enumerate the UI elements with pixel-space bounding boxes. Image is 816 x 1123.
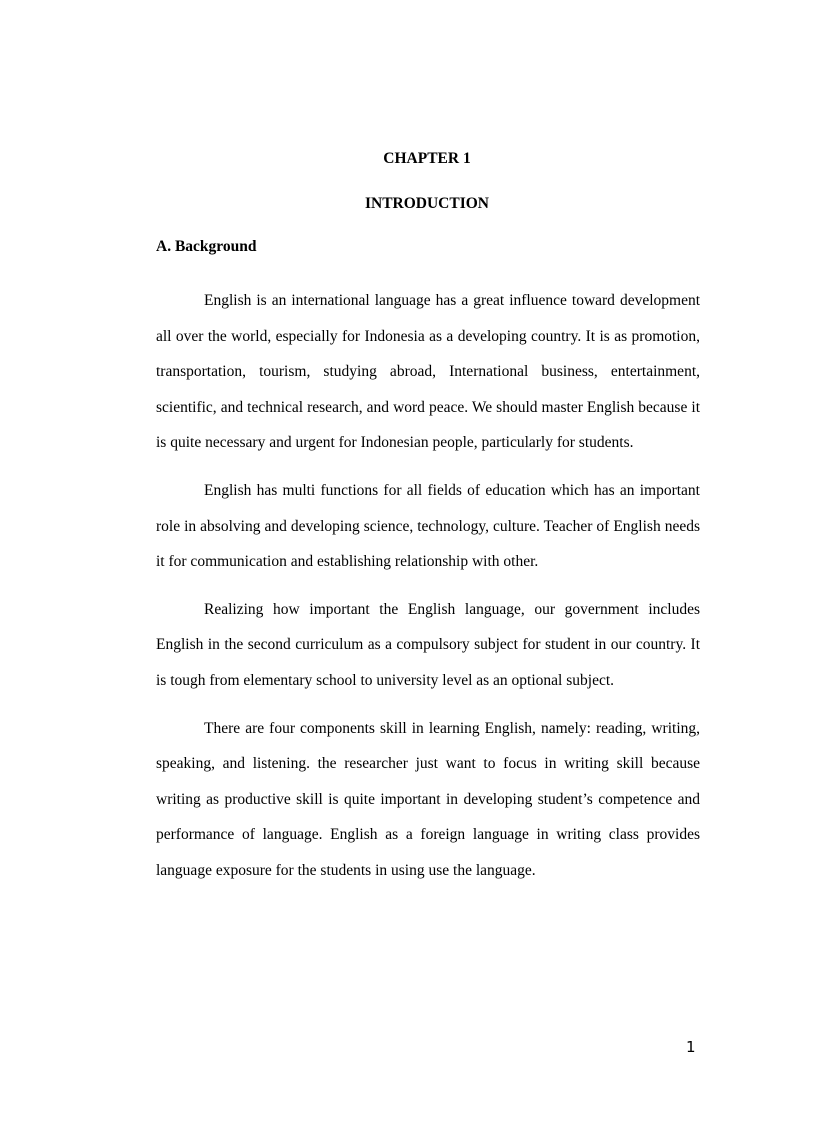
chapter-number: CHAPTER 1 [383, 150, 471, 167]
paragraph-2: English has multi functions for all fields of education which has an important role in absolving and developing science, technology, culture. Teacher of English needs it for communication and establishing relationship with other. [156, 481, 700, 571]
page-number: 1 [686, 1038, 696, 1056]
paragraph-4: There are four components skill in learning English, namely: reading, writing, speaking, and listening. the researcher just want to focus in writing skill because writing as productive skill is quite important in developing student’s competence and performance of language. English as a foreign language in writing class provides language exposure for the students in using use the language. [156, 719, 700, 879]
paragraph-1: English is an international language has a great influence toward development all over the world, especially for Indonesia as a developing country. It is as promotion, transportation, tourism, studying abroad, International business, entertainment, scientific, and technical research, and word peace. We should master English because it is quite necessary and urgent for Indonesian people, particularly for students. [156, 292, 700, 452]
chapter-title: INTRODUCTION [364, 195, 489, 212]
section-heading: A. Background [156, 238, 257, 255]
body-text [156, 283, 700, 889]
paragraph-3: Realizing how important the English language, our government includes English in the second curriculum as a compulsory subject for student in our country. It is tough from elementary school to university level as an optional subject. [156, 600, 700, 689]
